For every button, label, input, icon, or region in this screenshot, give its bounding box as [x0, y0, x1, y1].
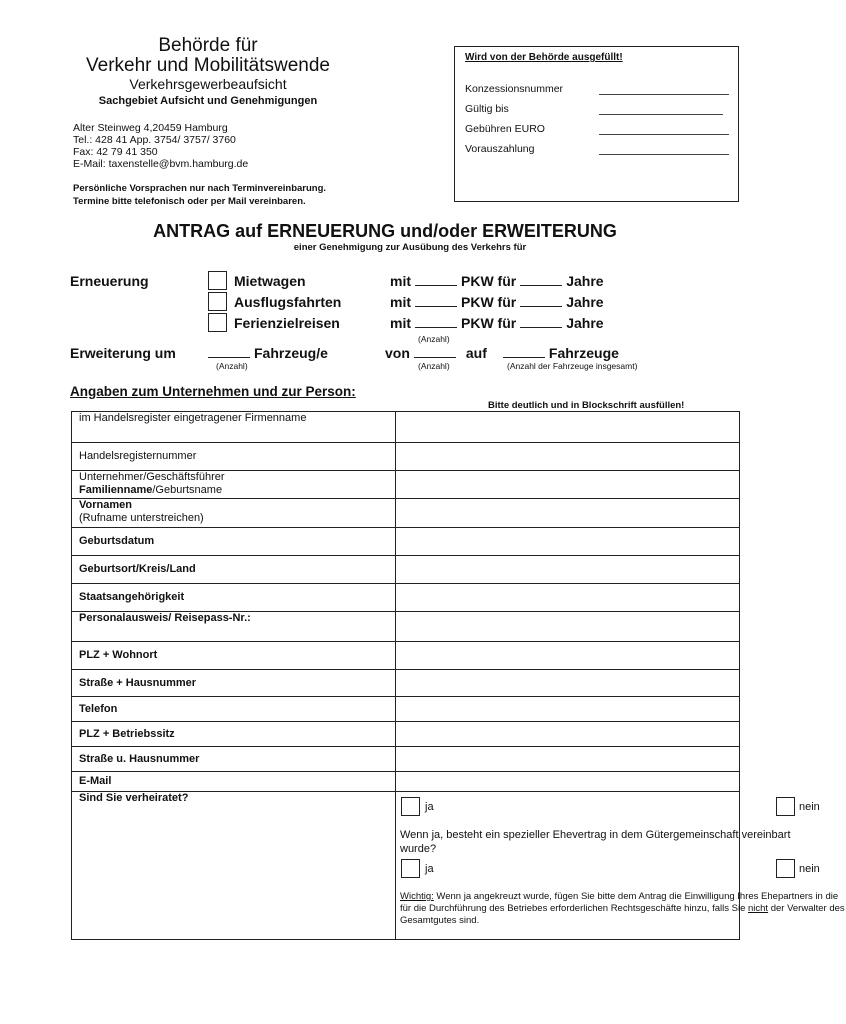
id-document-label: Personalausweis/ Reisepass-Nr.: — [72, 612, 396, 642]
section-heading: Angaben zum Unternehmen und zur Person: — [70, 384, 356, 399]
table-row — [72, 612, 740, 642]
company-name-label: im Handelsregister eingetragener Firmenname — [72, 412, 396, 443]
important-note — [400, 891, 846, 927]
table-row — [72, 792, 740, 940]
from-count-field[interactable] — [414, 345, 456, 358]
contract-no-label: nein — [799, 863, 820, 875]
office-use-box — [454, 46, 739, 202]
important-note-not: nicht — [748, 903, 769, 914]
mit-label: mit — [390, 294, 411, 310]
first-names-label-line2: (Rufname unterstreichen) — [79, 512, 204, 524]
extension-vehicles-row — [208, 345, 328, 361]
table-row — [72, 412, 740, 443]
renewal-row-ferienzielreisen — [390, 315, 604, 331]
extension-count-hint: (Anzahl) — [216, 361, 248, 371]
married-cell — [396, 792, 845, 940]
ausflugsfahrten-label: Ausflugsfahrten — [234, 294, 342, 310]
residence-label: PLZ + Wohnort — [72, 642, 396, 670]
fees-label: Gebühren EURO — [465, 123, 545, 135]
renewal-count-hint: (Anzahl) — [418, 334, 450, 344]
company-name-field[interactable] — [396, 412, 740, 443]
total-count-hint: (Anzahl der Fahrzeuge insgesamt) — [507, 361, 638, 371]
authority-name-line2: Verkehr und Mobilitätswende — [86, 55, 330, 76]
pkw-fuer-label: PKW für — [461, 294, 517, 310]
mietwagen-checkbox[interactable] — [208, 271, 227, 290]
jahre-label: Jahre — [566, 294, 604, 310]
birth-place-label: Geburtsort/Kreis/Land — [72, 556, 396, 584]
table-row — [72, 471, 740, 499]
birth-place-field[interactable] — [396, 556, 740, 584]
extension-count-field[interactable] — [208, 345, 250, 358]
surname-label — [72, 471, 396, 499]
appointment-note-2: Termine bitte telefonisch oder per Mail vereinbaren. — [73, 196, 306, 207]
birth-date-field[interactable] — [396, 528, 740, 556]
renewal-label: Erneuerung — [70, 273, 149, 289]
phone-field[interactable] — [396, 697, 740, 722]
pkw-fuer-label: PKW für — [461, 315, 517, 331]
years-field[interactable] — [520, 294, 562, 307]
table-row — [72, 556, 740, 584]
residence-field[interactable] — [396, 642, 740, 670]
pkw-count-field[interactable] — [415, 315, 457, 328]
table-row — [72, 747, 740, 772]
pkw-count-field[interactable] — [415, 294, 457, 307]
prepayment-field[interactable] — [599, 154, 729, 155]
first-names-label-line1: Vornamen — [79, 499, 132, 511]
renewal-row-ausflugsfahrten — [390, 294, 604, 310]
contract-no-checkbox[interactable] — [776, 859, 795, 878]
marriage-contract-question: Wenn ja, besteht ein spezieller Ehevertrag in dem Gütergemeinschaft vereinbart wurde? — [400, 829, 791, 855]
first-names-field[interactable] — [396, 499, 740, 528]
business-street-label: Straße u. Hausnummer — [72, 747, 396, 772]
section-name: Sachgebiet Aufsicht und Genehmigungen — [98, 95, 318, 107]
email: E-Mail: taxenstelle@bvm.hamburg.de — [73, 158, 249, 170]
married-no-label: nein — [799, 801, 820, 813]
appointment-note-1: Persönliche Vorsprachen nur nach Terminvereinbarung. — [73, 183, 327, 194]
department-name: Verkehrsgewerbeaufsicht — [129, 76, 287, 92]
first-names-label — [72, 499, 396, 528]
nationality-label: Staatsangehörigkeit — [72, 584, 396, 612]
table-row — [72, 443, 740, 471]
surname-label-line2 — [79, 484, 395, 497]
von-label: von — [385, 345, 410, 361]
renewal-row-mietwagen — [390, 273, 604, 289]
table-row — [72, 772, 740, 792]
surname-field[interactable] — [396, 471, 740, 499]
pkw-fuer-label: PKW für — [461, 273, 517, 289]
extension-unit-label: Fahrzeug/e — [254, 345, 328, 361]
surname-label-line1: Unternehmer/Geschäftsführer — [79, 471, 225, 483]
table-row — [72, 584, 740, 612]
married-yes-checkbox[interactable] — [401, 797, 420, 816]
married-yes-label: ja — [425, 801, 434, 813]
nationality-field[interactable] — [396, 584, 740, 612]
business-location-field[interactable] — [396, 722, 740, 747]
fahrzeuge-total-label: Fahrzeuge — [548, 345, 619, 361]
important-note-text2: der Verwalter des Gesamtgutes sind. — [400, 903, 845, 926]
years-field[interactable] — [520, 315, 562, 328]
contract-yes-checkbox[interactable] — [401, 859, 420, 878]
surname-label-rest: /Geburtsname — [152, 484, 223, 496]
street-field[interactable] — [396, 670, 740, 697]
table-row — [72, 528, 740, 556]
address: Alter Steinweg 4,20459 Hamburg — [73, 122, 228, 134]
email-label: E-Mail — [72, 772, 396, 792]
authority-name-line1: Behörde für — [158, 35, 258, 56]
total-count-field[interactable] — [503, 345, 545, 358]
important-note-text1: Wenn ja angekreuzt wurde, fügen Sie bitte dem Antrag die Einwilligung Ihres Ehepartners in die für die Durchführung des Betriebes erforderlichen Rechtsgeschäfte hinzu, falls Sie — [400, 891, 839, 914]
applicant-data-table — [71, 411, 845, 940]
important-note-label: Wichtig: — [400, 891, 434, 902]
table-row — [72, 642, 740, 670]
register-number-field[interactable] — [396, 443, 740, 471]
table-row — [72, 670, 740, 697]
mit-label: mit — [390, 315, 411, 331]
contract-yes-label: ja — [425, 863, 434, 875]
form-subtitle: einer Genehmigung zur Ausübung des Verkehrs für — [293, 242, 527, 253]
pkw-count-field[interactable] — [415, 273, 457, 286]
extension-label: Erweiterung um — [70, 345, 176, 361]
surname-label-bold: Familienname — [79, 484, 153, 496]
block-letters-note: Bitte deutlich und in Blockschrift ausfüllen! — [488, 400, 685, 411]
valid-until-field[interactable] — [599, 114, 723, 115]
auf-label: auf — [465, 345, 487, 361]
years-field[interactable] — [520, 273, 562, 286]
mit-label: mit — [390, 273, 411, 289]
concession-number-field[interactable] — [599, 94, 729, 95]
prepayment-label: Vorauszahlung — [465, 143, 535, 155]
ferienzielreisen-label: Ferienzielreisen — [234, 315, 340, 331]
fax: Fax: 42 79 41 350 — [73, 146, 158, 158]
office-use-title: Wird von der Behörde ausgefüllt! — [465, 52, 623, 63]
table-row — [72, 499, 740, 528]
ausflugsfahrten-checkbox[interactable] — [208, 292, 227, 311]
fees-field[interactable] — [599, 134, 729, 135]
street-label: Straße + Hausnummer — [72, 670, 396, 697]
jahre-label: Jahre — [566, 273, 604, 289]
married-label: Sind Sie verheiratet? — [72, 792, 396, 940]
form-title: ANTRAG auf ERNEUERUNG und/oder ERWEITERUNG — [153, 221, 617, 241]
business-street-field[interactable] — [396, 747, 740, 772]
jahre-label: Jahre — [566, 315, 604, 331]
ferienzielreisen-checkbox[interactable] — [208, 313, 227, 332]
mietwagen-label: Mietwagen — [234, 273, 306, 289]
valid-until-label: Gültig bis — [465, 103, 509, 115]
phone: Tel.: 428 41 App. 3754/ 3757/ 3760 — [73, 134, 236, 146]
email-field[interactable] — [396, 772, 740, 792]
extension-from-to-row — [385, 345, 619, 361]
phone-label: Telefon — [72, 697, 396, 722]
register-number-label: Handelsregisternummer — [72, 443, 396, 471]
concession-number-label: Konzessionsnummer — [465, 83, 564, 95]
married-no-checkbox[interactable] — [776, 797, 795, 816]
table-row — [72, 722, 740, 747]
from-count-hint: (Anzahl) — [418, 361, 450, 371]
table-row — [72, 697, 740, 722]
business-location-label: PLZ + Betriebssitz — [72, 722, 396, 747]
id-document-field[interactable] — [396, 612, 740, 642]
birth-date-label: Geburtsdatum — [72, 528, 396, 556]
